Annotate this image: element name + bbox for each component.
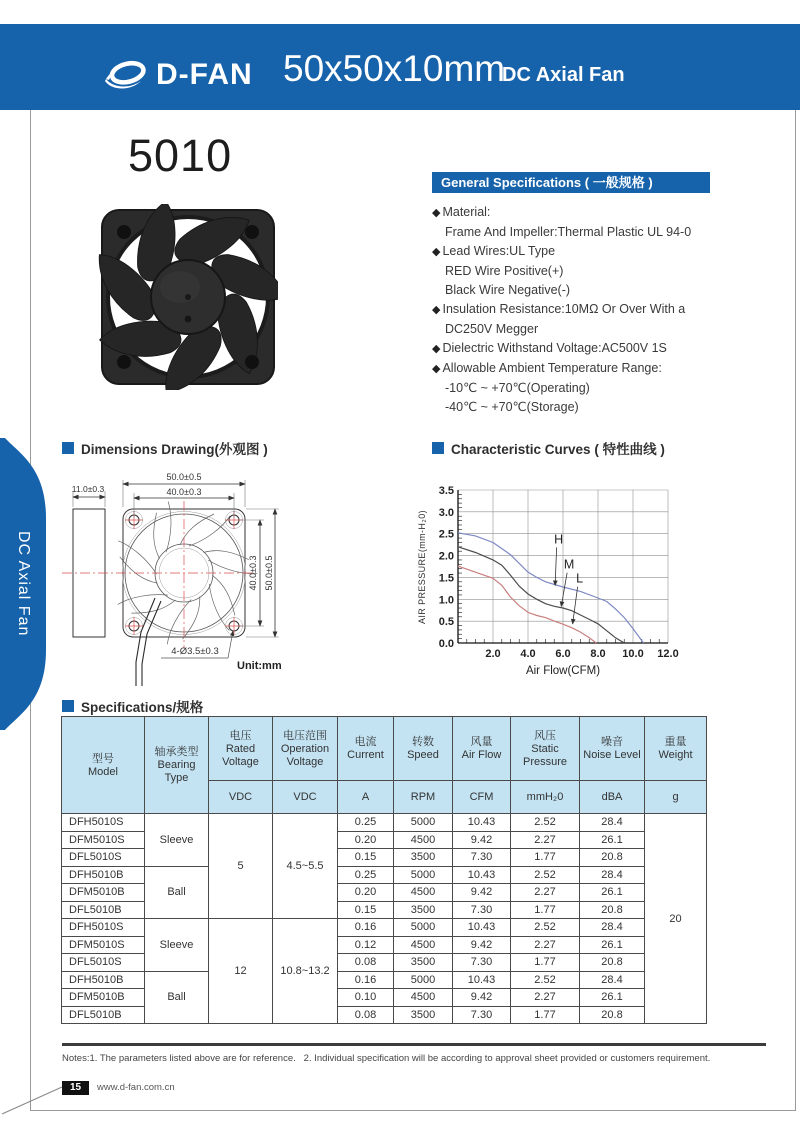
model-title: 5010 xyxy=(128,130,233,181)
y-axis-label: AIR PRESSURE(mm-H₂0) xyxy=(417,509,427,625)
curves-section-heading: Characteristic Curves ( 特性曲线 ) xyxy=(432,438,665,458)
speed-cell: 4500 xyxy=(394,831,453,849)
current-cell: 0.25 xyxy=(338,866,394,884)
characteristic-curves-chart xyxy=(413,462,698,695)
speed-cell: 5000 xyxy=(394,919,453,937)
speed-cell: 5000 xyxy=(394,814,453,832)
current-cell: 0.08 xyxy=(338,1006,394,1024)
diamond-bullet-icon: ◆ xyxy=(432,343,441,355)
noise-cell: 20.8 xyxy=(580,901,645,919)
model-cell: DFL5010S xyxy=(62,849,145,867)
speed-cell: 3500 xyxy=(394,901,453,919)
page-number-badge: 15 xyxy=(62,1081,89,1095)
airflow-cell: 7.30 xyxy=(453,849,511,867)
y-tick-label: 0.0 xyxy=(438,638,454,650)
general-specs-heading: General Specifications ( 一般规格 ) xyxy=(432,172,710,193)
spec-line: Black Wire Negative(-) xyxy=(445,283,571,297)
dim-thickness: 11.0±0.3 xyxy=(71,484,105,494)
model-cell: DFL5010S xyxy=(62,954,145,972)
model-cell: DFM5010S xyxy=(62,936,145,954)
pressure-cell: 2.52 xyxy=(511,919,580,937)
curve-H xyxy=(458,533,644,643)
noise-cell: 26.1 xyxy=(580,936,645,954)
col-header-4: 电流 Current xyxy=(338,717,394,781)
noise-cell: 28.4 xyxy=(580,971,645,989)
pressure-cell: 2.27 xyxy=(511,884,580,902)
x-tick-label: 2.0 xyxy=(485,648,501,660)
noise-cell: 28.4 xyxy=(580,919,645,937)
bearing-cell: Sleeve xyxy=(145,814,209,867)
lead-wires xyxy=(136,598,161,686)
x-tick-label: 12.0 xyxy=(657,648,679,660)
airflow-cell: 9.42 xyxy=(453,831,511,849)
y-tick-label: 2.5 xyxy=(438,528,454,541)
col-header-9: 重量 Weight xyxy=(645,717,707,781)
noise-cell: 20.8 xyxy=(580,849,645,867)
current-cell: 0.15 xyxy=(338,901,394,919)
airflow-cell: 10.43 xyxy=(453,814,511,832)
dim-hole-pitch-h: 40.0±0.3 xyxy=(248,555,258,591)
pressure-cell: 1.77 xyxy=(511,954,580,972)
col-header-7: 风压 Static Pressure xyxy=(511,717,580,781)
pressure-cell: 1.77 xyxy=(511,1006,580,1024)
noise-cell: 28.4 xyxy=(580,866,645,884)
airflow-cell: 9.42 xyxy=(453,884,511,902)
curve-M xyxy=(458,547,624,643)
curve-label-M: M xyxy=(563,557,575,572)
spec-line: ◆ Lead Wires:UL Type xyxy=(432,244,556,258)
spec-line: -10℃ ~ +70℃(Operating) xyxy=(445,381,590,395)
airflow-cell: 10.43 xyxy=(453,971,511,989)
col-header-3: 电压范围 Operation Voltage xyxy=(273,717,338,781)
pressure-cell: 2.27 xyxy=(511,831,580,849)
section-marker-icon xyxy=(62,442,74,454)
spec-line: DC250V Megger xyxy=(445,322,539,336)
spec-line: -40℃ ~ +70℃(Storage) xyxy=(445,400,579,414)
current-cell: 0.16 xyxy=(338,971,394,989)
current-cell: 0.15 xyxy=(338,849,394,867)
x-axis-label: Air Flow(CFM) xyxy=(525,665,601,677)
bearing-cell: Sleeve xyxy=(145,919,209,972)
model-cell: DFH5010S xyxy=(62,814,145,832)
table-body xyxy=(62,814,707,1024)
pressure-cell: 2.52 xyxy=(511,866,580,884)
airflow-cell: 7.30 xyxy=(453,954,511,972)
diamond-bullet-icon: ◆ xyxy=(432,304,441,316)
speed-cell: 5000 xyxy=(394,971,453,989)
diamond-bullet-icon: ◆ xyxy=(432,363,441,375)
pressure-cell: 1.77 xyxy=(511,901,580,919)
model-cell: DFH5010B xyxy=(62,971,145,989)
pressure-cell: 2.52 xyxy=(511,971,580,989)
current-cell: 0.20 xyxy=(338,831,394,849)
airflow-cell: 10.43 xyxy=(453,919,511,937)
x-tick-label: 6.0 xyxy=(555,648,571,660)
x-tick-label: 4.0 xyxy=(520,648,536,660)
section-marker-icon xyxy=(62,700,74,712)
airflow-cell: 7.30 xyxy=(453,901,511,919)
swirl-logo-icon xyxy=(104,59,150,91)
brand-name: D-FAN xyxy=(156,58,253,91)
current-cell: 0.10 xyxy=(338,989,394,1007)
airflow-cell: 9.42 xyxy=(453,936,511,954)
noise-cell: 26.1 xyxy=(580,831,645,849)
speed-cell: 3500 xyxy=(394,1006,453,1024)
dim-outer-height: 50.0±0.5 xyxy=(264,555,274,591)
weight-cell: 20 xyxy=(645,814,707,1024)
x-tick-label: 10.0 xyxy=(622,648,644,660)
model-cell: DFM5010B xyxy=(62,989,145,1007)
notes-text: Notes:1. The parameters listed above are for reference. 2. Individual specification will be according to approval sheet provided or customers requirement. xyxy=(62,1053,711,1064)
y-tick-label: 1.0 xyxy=(438,594,454,607)
col-unit-6: CFM xyxy=(453,781,511,814)
model-cell: DFH5010B xyxy=(62,866,145,884)
speed-cell: 5000 xyxy=(394,866,453,884)
curve-label-H: H xyxy=(554,532,564,547)
header-bar xyxy=(0,24,800,110)
noise-cell: 26.1 xyxy=(580,884,645,902)
col-unit-3: VDC xyxy=(273,781,338,814)
speed-cell: 4500 xyxy=(394,884,453,902)
spec-line: ◆ Allowable Ambient Temperature Range: xyxy=(432,361,662,375)
diamond-bullet-icon: ◆ xyxy=(432,207,441,219)
pressure-cell: 2.27 xyxy=(511,936,580,954)
y-tick-label: 2.0 xyxy=(438,550,454,563)
spec-line: RED Wire Positive(+) xyxy=(445,264,564,278)
col-header-5: 转数 Speed xyxy=(394,717,453,781)
dim-hole-note: 4-Ø3.5±0.3 xyxy=(171,646,219,657)
speed-cell: 4500 xyxy=(394,936,453,954)
noise-cell: 28.4 xyxy=(580,814,645,832)
model-cell: DFM5010B xyxy=(62,884,145,902)
spec-line: ◆ Dielectric Withstand Voltage:AC500V 1S xyxy=(432,341,667,355)
general-specs-list xyxy=(432,203,772,417)
pressure-cell: 2.52 xyxy=(511,814,580,832)
current-cell: 0.12 xyxy=(338,936,394,954)
dim-hole-pitch-w: 40.0±0.3 xyxy=(166,487,202,497)
curve-label-L: L xyxy=(576,571,584,586)
website-text: www.d-fan.com.cn xyxy=(97,1082,175,1093)
col-unit-5: RPM xyxy=(394,781,453,814)
bearing-cell: Ball xyxy=(145,971,209,1024)
model-cell: DFH5010S xyxy=(62,919,145,937)
notes-divider xyxy=(62,1043,766,1046)
model-cell: DFM5010S xyxy=(62,831,145,849)
y-tick-label: 3.0 xyxy=(438,506,454,519)
current-cell: 0.08 xyxy=(338,954,394,972)
col-header-8: 噪音 Noise Level xyxy=(580,717,645,781)
rated-cell: 12 xyxy=(209,919,273,1024)
y-tick-label: 3.5 xyxy=(438,485,454,497)
bearing-cell: Ball xyxy=(145,866,209,919)
rated-cell: 5 xyxy=(209,814,273,919)
x-tick-label: 8.0 xyxy=(590,648,606,660)
col-header-0: 型号 Model xyxy=(62,717,145,814)
model-cell: DFL5010B xyxy=(62,1006,145,1024)
current-cell: 0.16 xyxy=(338,919,394,937)
col-unit-8: dBA xyxy=(580,781,645,814)
current-cell: 0.20 xyxy=(338,884,394,902)
side-tab-label: DC Axial Fan xyxy=(15,531,32,637)
specifications-section-heading: Specifications/规格 xyxy=(62,696,203,716)
spec-line: Frame And Impeller:Thermal Plastic UL 94-0 xyxy=(445,225,692,239)
pressure-cell: 1.77 xyxy=(511,849,580,867)
page-title: 50x50x10mm xyxy=(283,48,506,89)
table-header xyxy=(62,717,707,814)
dim-outer-width: 50.0±0.5 xyxy=(166,472,202,482)
col-header-2: 电压 Rated Voltage xyxy=(209,717,273,781)
operation-cell: 4.5~5.5 xyxy=(273,814,338,919)
col-unit-2: VDC xyxy=(209,781,273,814)
current-cell: 0.25 xyxy=(338,814,394,832)
col-unit-7: mmH₂0 xyxy=(511,781,580,814)
operation-cell: 10.8~13.2 xyxy=(273,919,338,1024)
speed-cell: 3500 xyxy=(394,954,453,972)
diamond-bullet-icon: ◆ xyxy=(432,246,441,258)
spec-line: ◆ Material: xyxy=(432,205,491,219)
dimensions-drawing xyxy=(55,462,400,690)
airflow-cell: 10.43 xyxy=(453,866,511,884)
page-subtitle: DC Axial Fan xyxy=(502,64,625,86)
page-border-right xyxy=(795,110,796,1110)
dimensions-section-heading: Dimensions Drawing(外观图 ) xyxy=(62,438,268,458)
noise-cell: 20.8 xyxy=(580,954,645,972)
corner-decoration-line xyxy=(0,1078,70,1120)
col-unit-9: g xyxy=(645,781,707,814)
section-marker-icon xyxy=(432,442,444,454)
spec-line: ◆ Insulation Resistance:10MΩ Or Over With a xyxy=(432,302,686,316)
fan-product-photo xyxy=(98,204,278,390)
noise-cell: 20.8 xyxy=(580,1006,645,1024)
col-header-1: 轴承类型 Bearing Type xyxy=(145,717,209,814)
model-cell: DFL5010B xyxy=(62,901,145,919)
speed-cell: 3500 xyxy=(394,849,453,867)
page-border-bottom xyxy=(30,1110,796,1111)
y-tick-label: 0.5 xyxy=(438,616,454,629)
noise-cell: 26.1 xyxy=(580,989,645,1007)
col-header-6: 风量 Air Flow xyxy=(453,717,511,781)
airflow-cell: 7.30 xyxy=(453,1006,511,1024)
pressure-cell: 2.27 xyxy=(511,989,580,1007)
speed-cell: 4500 xyxy=(394,989,453,1007)
dim-unit: Unit:mm xyxy=(237,660,282,672)
y-tick-label: 1.5 xyxy=(438,572,454,585)
specifications-table xyxy=(61,716,707,1024)
brand xyxy=(104,58,253,92)
col-unit-4: A xyxy=(338,781,394,814)
airflow-cell: 9.42 xyxy=(453,989,511,1007)
